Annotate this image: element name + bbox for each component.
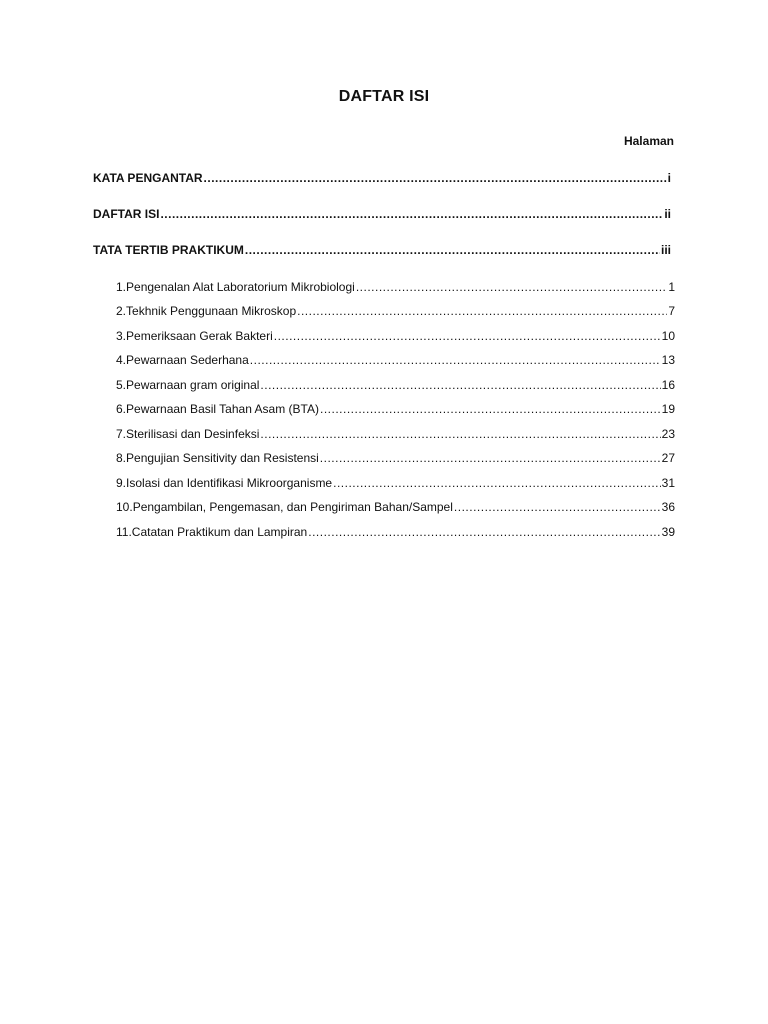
toc-subentry-number: 8. [116,451,127,465]
toc-entry-label: DAFTAR ISI [93,207,160,221]
toc-subentry-page: 16 [661,378,675,392]
toc-subentry-number: 4. [116,353,127,367]
toc-entry [93,243,671,257]
leader-dots [320,402,661,416]
toc-subentry-label: Pewarnaan gram original [126,378,260,392]
toc-subentry-number: 11. [116,525,132,539]
toc-subentry-label: Sterilisasi dan Desinfeksi [126,427,260,441]
toc-subentry [116,500,675,514]
leader-dots [333,476,661,490]
toc-subentry-label: Pengujian Sensitivity dan Resistensi [126,451,319,465]
toc-entry-label: TATA TERTIB PRAKTIKUM [93,243,244,257]
toc-subentry-label: Pengambilan, Pengemasan, dan Pengiriman Bahan/Sampel [132,500,453,514]
toc-subentry-page: 10 [661,329,675,343]
toc-entry [93,207,671,221]
toc-subentry-label: Pewarnaan Sederhana [126,353,249,367]
toc-subentry-label: Tekhnik Penggunaan Mikroskop [126,304,297,318]
toc-subentry [116,329,675,343]
toc-subentry [116,304,675,318]
leader-dots [160,207,663,221]
toc-entry [93,171,671,185]
toc-subentry [116,280,675,294]
toc-subentry-label: Pemeriksaan Gerak Bakteri [126,329,273,343]
toc-entry-page: i [667,171,671,185]
leader-dots [250,353,661,367]
toc-subentry-page: 19 [661,402,675,416]
toc-subentry-number: 10. [116,500,133,514]
leader-dots [356,280,667,294]
toc-subentry-page: 39 [661,525,675,539]
toc-entry-page: ii [664,207,671,221]
toc-subentry-number: 5. [116,378,127,392]
toc-subentry [116,525,675,539]
toc-subentry-number: 2. [116,304,127,318]
leader-dots [320,451,661,465]
toc-entry-label: KATA PENGANTAR [93,171,203,185]
leader-dots [260,427,660,441]
toc-subentry-number: 7. [116,427,127,441]
toc-subentry-label: Catatan Praktikum dan Lampiran [131,525,308,539]
page-title: DAFTAR ISI [338,88,430,105]
toc-subentry-number: 1. [116,280,127,294]
toc-subentry-page: 7 [668,304,675,318]
toc-subentry-label: Pewarnaan Basil Tahan Asam (BTA) [126,402,319,416]
page-column-header: Halaman [623,134,674,148]
leader-dots [274,329,661,343]
toc-subentry [116,353,675,367]
toc-subentry-label: Pengenalan Alat Laboratorium Mikrobiologi [126,280,355,294]
toc-subentry [116,378,675,392]
toc-subentry [116,402,675,416]
toc-subentry-page: 27 [661,451,675,465]
leader-dots [297,304,667,318]
leader-dots [204,171,667,185]
toc-subentry [116,427,675,441]
leader-dots [308,525,660,539]
leader-dots [245,243,660,257]
toc-subentry-page: 1 [668,280,675,294]
toc-subentry [116,476,675,490]
toc-subentry [116,451,675,465]
toc-subentry-page: 31 [661,476,675,490]
toc-entry-page: iii [660,243,671,257]
toc-subentry-number: 3. [116,329,127,343]
leader-dots [260,378,660,392]
toc-subentry-number: 9. [116,476,127,490]
toc-subentry-label: Isolasi dan Identifikasi Mikroorganisme [126,476,333,490]
toc-subentry-page: 36 [661,500,675,514]
toc-subentry-page: 13 [661,353,675,367]
toc-subentry-number: 6. [116,402,127,416]
toc-subentry-page: 23 [661,427,675,441]
leader-dots [454,500,661,514]
